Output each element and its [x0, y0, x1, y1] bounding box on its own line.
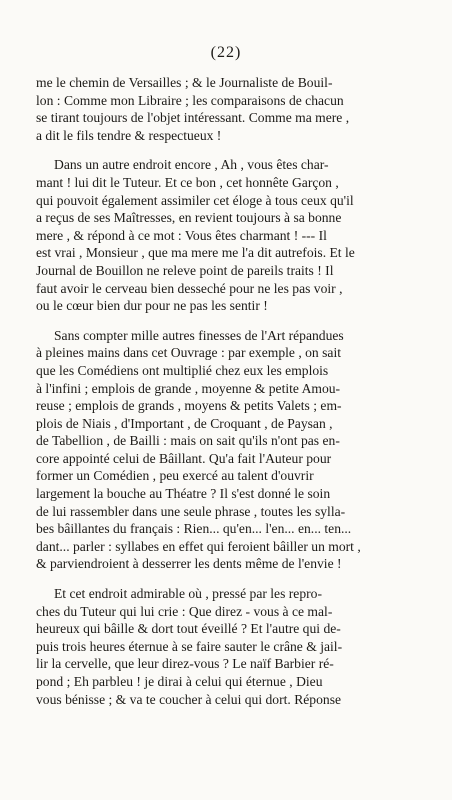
text-line: a dit le fils tendre & respectueux ! — [36, 127, 222, 143]
text-line: ou le cœur bien dur pour ne pas les sentir ! — [36, 298, 268, 314]
text-line: Dans un autre endroit encore , Ah , vous êtes char- — [54, 157, 329, 173]
text-line: lon : Comme mon Libraire ; les comparaisons de chacun — [36, 92, 344, 108]
text-line: reuse ; emplois de grands , moyens & petits Valets ; em- — [36, 398, 342, 414]
text-line: largement la bouche au Théatre ? Il s'est donné le soin — [36, 486, 331, 502]
text-line: plois de Niais , d'Important , de Croquant , de Paysan , — [36, 415, 333, 431]
text-line: mant ! lui dit le Tuteur. Et ce bon , cet honnête Garçon , — [36, 174, 339, 190]
paragraph — [36, 74, 416, 144]
page-number: (22) — [210, 44, 242, 61]
text-line: faut avoir le cerveau bien desseché pour ne les pas voir , — [36, 280, 343, 296]
paragraph — [36, 156, 416, 314]
text-line: Sans compter mille autres finesses de l'Art répandues — [54, 327, 344, 343]
paragraph — [36, 585, 416, 708]
text-line: Et cet endroit admirable où , pressé par les repro- — [54, 586, 322, 602]
text-line: dant... parler : syllabes en effet qui feroient bâiller un mort , — [36, 538, 361, 554]
text-line: bes bâillantes du français : Rien... qu'en... l'en... en... ten... — [36, 521, 352, 537]
text-line: pond ; Eh parbleu ! je dirai à celui qui éternue , Dieu — [36, 674, 323, 689]
text-line: est vrai , Monsieur , que ma mere me l'a dit autrefois. Et le — [36, 245, 355, 261]
text-line: se tirant toujours de l'objet intéressant. Comme ma mere , — [36, 110, 350, 126]
text-line: former un Comédien , peu exercé au talent d'ouvrir — [36, 468, 314, 484]
text-line: de Tabellion , de Bailli : mais on sait qu'ils n'ont pas en- — [36, 433, 340, 449]
text-line: mere , & répond à ce mot : Vous êtes charmant ! --- Il — [36, 227, 327, 243]
text-line: lir la cervelle, que leur direz-vous ? Le naïf Barbier ré- — [36, 656, 334, 672]
text-line: a reçus de ses Maîtresses, en revient toujours à sa bonne — [36, 210, 342, 226]
text-line: à l'infini ; emplois de grande , moyenne & petite Amou- — [36, 380, 341, 396]
text-line: heureux qui bâille & dort tout éveillé ? Et l'autre qui de- — [36, 621, 341, 637]
text-line: me le chemin de Versailles ; & le Journaliste de Bouil- — [36, 75, 333, 90]
text-line: que les Comédiens ont multiplié chez eux les emplois — [36, 362, 329, 378]
paragraph — [36, 327, 416, 573]
text-line: Journal de Bouillon ne releve point de pareils traits ! Il — [36, 262, 334, 278]
text-line: à pleines mains dans cet Ouvrage : par exemple , on sait — [36, 345, 342, 361]
text-line: de lui rassembler dans une seule phrase , toutes les sylla- — [36, 503, 346, 519]
text-line: ches du Tuteur qui lui crie : Que direz - vous à ce mal- — [36, 603, 333, 619]
text-line: vous bénisse ; & va te coucher à celui qui dort. Réponse — [36, 691, 342, 707]
text-line: core appointé celui de Bâillant. Qu'a fait l'Auteur pour — [36, 450, 332, 466]
text-line: & parviendroient à desserrer les dents même de l'envie ! — [36, 556, 342, 572]
body-text — [36, 74, 416, 708]
text-line: puis trois heures éternue à se faire sauter le crâne & jail- — [36, 638, 343, 654]
text-line: qui pouvoit également assimiler cet éloge à tous ceux qu'il — [36, 192, 354, 208]
